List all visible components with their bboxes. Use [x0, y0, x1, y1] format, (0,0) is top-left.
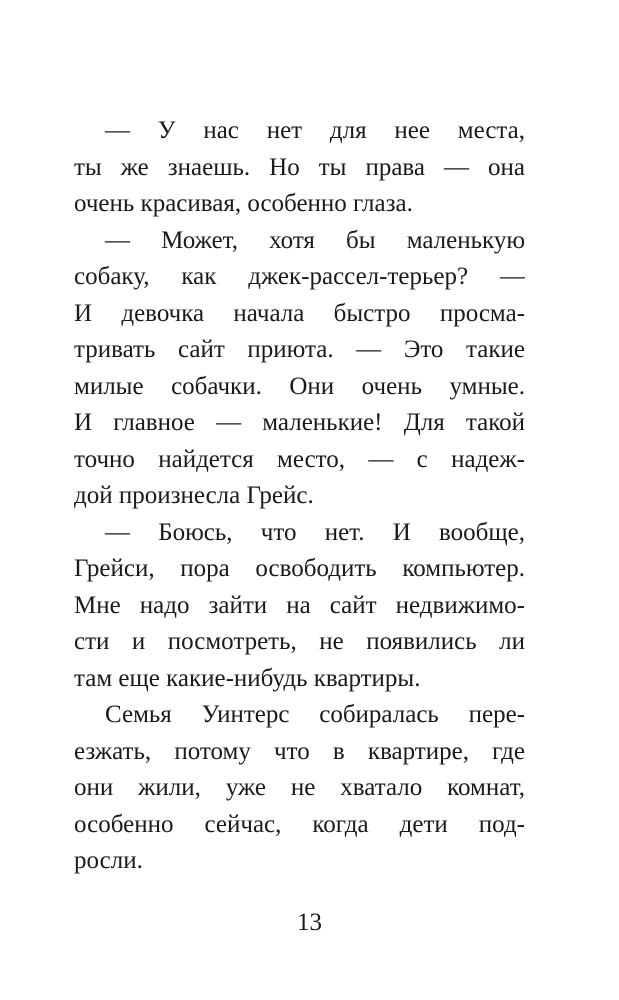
text-line: И главное — маленькие! Для такой: [74, 409, 525, 436]
body-text: [74, 113, 525, 880]
text-line: Грейси, пора освободить компьютер.: [74, 555, 525, 582]
text-line: росли.: [74, 847, 143, 874]
text-line: Семья Уинтерс собиралась пере-: [105, 701, 525, 728]
text-line: очень красивая, особенно глаза.: [74, 190, 413, 217]
text-line: Мне надо зайти на сайт недвижимо-: [74, 591, 525, 619]
text-line: — Может, хотя бы маленькую: [105, 226, 525, 254]
text-line: собаку, как джек-рассел-терьер? —: [74, 263, 525, 290]
text-line: езжать, потому что в квартире, где: [74, 737, 525, 765]
text-line: точно найдется место, — с надеж-: [74, 445, 525, 473]
text-line: они жили, уже не хватало комнат,: [74, 774, 525, 801]
text-line: — У нас нет для нее места,: [105, 117, 525, 144]
page-number: 13: [297, 909, 322, 936]
text-line: сти и посмотреть, не появились ли: [74, 628, 525, 655]
text-line: особенно сейчас, когда дети под-: [74, 810, 525, 838]
text-line: дой произнесла Грейс.: [74, 482, 314, 509]
text-line: ты же знаешь. Но ты права — она: [74, 153, 525, 181]
text-line: — Боюсь, что нет. И вообще,: [105, 518, 525, 546]
text-line: там еще какие-нибудь квартиры.: [74, 664, 421, 692]
text-line: И девочка начала быстро просма-: [74, 299, 525, 327]
text-line: тривать сайт приюта. — Это такие: [74, 336, 525, 363]
text-line: милые собачки. Они очень умные.: [74, 372, 525, 400]
